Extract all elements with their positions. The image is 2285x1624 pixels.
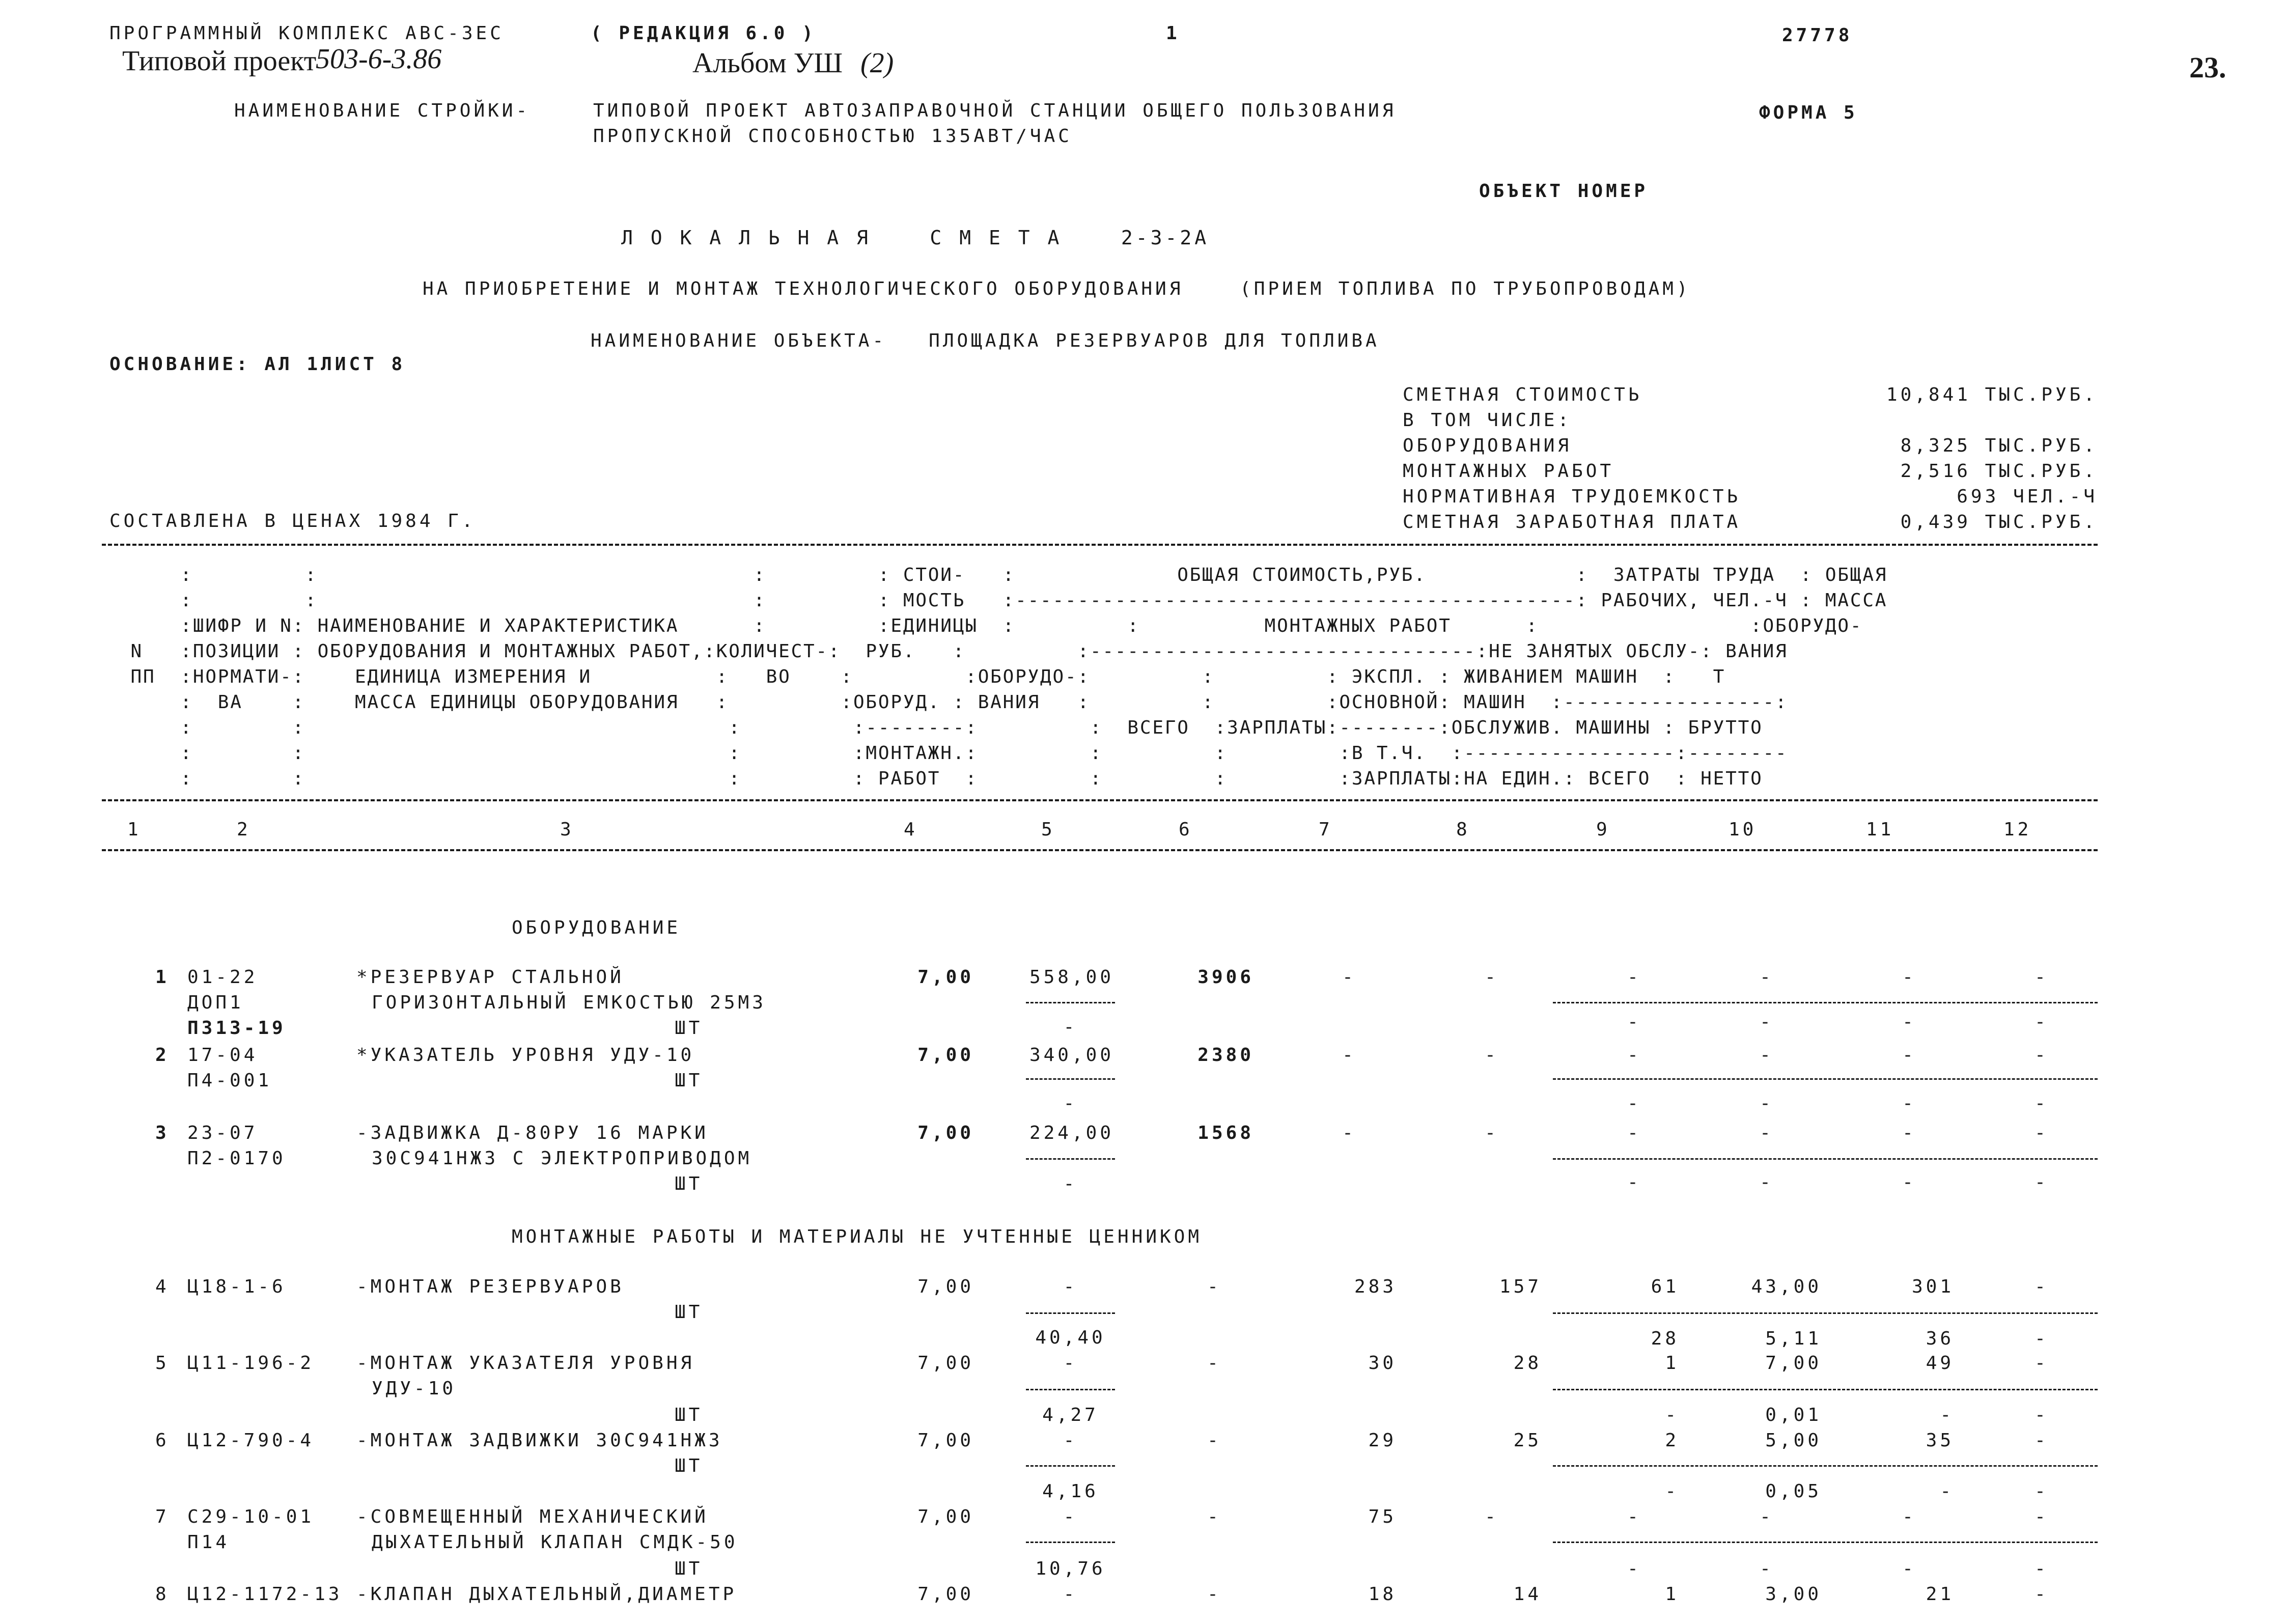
row-mass-net: - bbox=[2035, 1012, 2049, 1032]
row-labor-per-unit: - bbox=[1760, 1123, 1774, 1143]
summary-label: СМЕТНАЯ СТОИМОСТЬ bbox=[1403, 384, 1642, 405]
row-sub-rule bbox=[1553, 1078, 2098, 1080]
row-machine-labor-unit: - bbox=[1760, 1093, 1774, 1114]
row-equipment-cost: - bbox=[1207, 1506, 1221, 1527]
row-unit-price-installation: - bbox=[1063, 1093, 1078, 1114]
row-base-salary: - bbox=[1485, 967, 1499, 988]
unit-price-rule bbox=[1026, 1389, 1115, 1390]
row-machine-salary: - bbox=[1627, 1012, 1641, 1032]
row-labor-per-unit: 7,00 bbox=[1765, 1353, 1822, 1374]
section-title: МОНТАЖНЫЕ РАБОТЫ И МАТЕРИАЛЫ НЕ УЧТЕННЫЕ ЦЕННИКОМ bbox=[512, 1226, 1203, 1247]
row-unit-price-equipment: 224,00 bbox=[1029, 1123, 1114, 1143]
sheet-number: 23. bbox=[2189, 51, 2226, 84]
row-labor-total: - bbox=[1902, 1506, 1916, 1527]
row-sub-rule bbox=[1553, 1158, 2098, 1160]
row-unit: ШТ bbox=[675, 1070, 703, 1091]
summary-label: ОБОРУДОВАНИЯ bbox=[1403, 435, 1572, 456]
project-label: Типовой проект bbox=[122, 45, 317, 77]
row-description: *РЕЗЕРВУАР СТАЛЬНОЙ bbox=[356, 967, 624, 988]
row-quantity: 7,00 bbox=[917, 1506, 974, 1527]
row-description: *УКАЗАТЕЛЬ УРОВНЯ УДУ-10 bbox=[356, 1045, 695, 1066]
row-code: П2-0170 bbox=[187, 1148, 286, 1169]
estimate-title: Л О К А Л Ь Н А Я С М Е Т А 2-3-2А bbox=[621, 227, 1210, 249]
row-base-salary: 25 bbox=[1513, 1430, 1542, 1451]
row-number: 4 bbox=[155, 1276, 170, 1297]
row-unit: ШТ bbox=[675, 1302, 703, 1323]
row-quantity: 7,00 bbox=[917, 1430, 974, 1451]
row-number: 8 bbox=[155, 1584, 170, 1605]
row-quantity: 7,00 bbox=[917, 1276, 974, 1297]
row-code: П313-19 bbox=[187, 1018, 286, 1039]
row-machine-cost: 1 bbox=[1665, 1353, 1679, 1374]
row-equipment-cost: - bbox=[1207, 1276, 1221, 1297]
row-code: Ц11-196-2 bbox=[187, 1353, 315, 1374]
row-mass-gross: - bbox=[2035, 1353, 2049, 1374]
table-header-line: : : : : МОСТЬ :---------------------------------------------: РАБОЧИХ, ЧЕЛ.-Ч : МАССА bbox=[118, 590, 1888, 611]
column-number: 5 bbox=[1041, 819, 1055, 840]
row-install-total: - bbox=[1342, 967, 1356, 988]
row-sub-rule bbox=[1553, 1002, 2098, 1003]
row-install-total: 283 bbox=[1354, 1276, 1397, 1297]
row-unit-price-equipment: - bbox=[1063, 1506, 1078, 1527]
table-top-rule bbox=[102, 544, 2098, 546]
row-machine-cost: 61 bbox=[1651, 1276, 1679, 1297]
basis: ОСНОВАНИЕ: АЛ 1ЛИСТ 8 bbox=[109, 354, 406, 375]
row-machine-labor-total: - bbox=[1902, 1012, 1916, 1032]
row-number: 3 bbox=[155, 1123, 170, 1143]
row-mass-gross: - bbox=[2035, 1276, 2049, 1297]
row-unit-price-installation: - bbox=[1063, 1017, 1078, 1038]
unit-price-rule bbox=[1026, 1078, 1115, 1080]
row-labor-total: - bbox=[1902, 967, 1916, 988]
row-quantity: 7,00 bbox=[917, 1123, 974, 1143]
row-quantity: 7,00 bbox=[917, 1045, 974, 1066]
construction-name-line2: ПРОПУСКНОЙ СПОСОБНОСТЬЮ 135АВТ/ЧАС bbox=[593, 126, 1072, 147]
row-code: С29-10-01 bbox=[187, 1506, 315, 1527]
row-quantity: 7,00 bbox=[917, 1584, 974, 1605]
row-code: Ц12-790-4 bbox=[187, 1430, 315, 1451]
row-base-salary: - bbox=[1485, 1506, 1499, 1527]
row-quantity: 7,00 bbox=[917, 967, 974, 988]
row-number: 6 bbox=[155, 1430, 170, 1451]
summary-value: 0,439 ТЫС.РУБ. bbox=[1900, 512, 2098, 533]
column-number: 1 bbox=[127, 819, 142, 840]
row-description: -МОНТАЖ ЗАДВИЖКИ 30С941НЖ3 bbox=[356, 1430, 723, 1451]
row-code: ДОП1 bbox=[187, 992, 244, 1013]
column-number: 3 bbox=[560, 819, 574, 840]
table-header-line: N :ПОЗИЦИИ : ОБОРУДОВАНИЯ И МОНТАЖНЫХ РАБОТ,:КОЛИЧЕСТ-: РУБ. : :-------------------------------:НЕ ЗАНЯТЫХ ОБСЛУ-: ВАНИЯ bbox=[118, 641, 1788, 662]
page-number: 1 bbox=[1166, 23, 1180, 44]
row-unit-price-equipment: 340,00 bbox=[1029, 1045, 1114, 1066]
row-code: 01-22 bbox=[187, 967, 258, 988]
row-unit-price-installation: 10,76 bbox=[1035, 1558, 1106, 1579]
row-description: -КЛАПАН ДЫХАТЕЛЬНЫЙ,ДИАМЕТР bbox=[356, 1584, 737, 1605]
object-number: ОБЪЕКТ НОМЕР bbox=[1479, 181, 1649, 202]
row-labor-per-unit: 5,00 bbox=[1765, 1430, 1822, 1451]
row-number: 5 bbox=[155, 1353, 170, 1374]
row-install-total: - bbox=[1342, 1045, 1356, 1066]
unit-price-rule bbox=[1026, 1002, 1115, 1003]
summary-label: В ТОМ ЧИСЛЕ: bbox=[1403, 410, 1572, 431]
row-mass-net: - bbox=[2035, 1558, 2049, 1579]
row-labor-total: 49 bbox=[1926, 1353, 1954, 1374]
row-labor-per-unit: 43,00 bbox=[1751, 1276, 1822, 1297]
row-quantity: 7,00 bbox=[917, 1353, 974, 1374]
row-machine-labor-total: - bbox=[1902, 1558, 1916, 1579]
row-machine-salary: - bbox=[1627, 1093, 1641, 1114]
row-code: Ц12-1172-13 bbox=[187, 1584, 343, 1605]
row-machine-labor-total: - bbox=[1940, 1405, 1954, 1425]
row-description: -МОНТАЖ УКАЗАТЕЛЯ УРОВНЯ bbox=[356, 1353, 695, 1374]
row-equipment-cost: - bbox=[1207, 1584, 1221, 1605]
row-unit-price-installation: 4,16 bbox=[1042, 1481, 1099, 1502]
object-name: НАИМЕНОВАНИЕ ОБЪЕКТА- ПЛОЩАДКА РЕЗЕРВУАРОВ ДЛЯ ТОПЛИВА bbox=[591, 330, 1380, 351]
row-mass-gross: - bbox=[2035, 1430, 2049, 1451]
summary-value: 693 ЧЕЛ.-Ч bbox=[1957, 486, 2098, 507]
column-number: 4 bbox=[904, 819, 918, 840]
table-header-line: :ШИФР И N: НАИМЕНОВАНИЕ И ХАРАКТЕРИСТИКА : :ЕДИНИЦЫ : : МОНТАЖНЫХ РАБОТ : :ОБОРУДО- bbox=[118, 615, 1863, 636]
row-sub-rule bbox=[1553, 1312, 2098, 1314]
row-machine-labor-total: - bbox=[1940, 1481, 1954, 1502]
row-unit-price-equipment: - bbox=[1063, 1584, 1078, 1605]
unit-price-rule bbox=[1026, 1312, 1115, 1314]
row-machine-salary: - bbox=[1665, 1405, 1679, 1425]
table-header-line: : : : :МОНТАЖН.: : : :В Т.Ч. :-----------------:-------- bbox=[118, 743, 1788, 764]
row-machine-cost: 2 bbox=[1665, 1430, 1679, 1451]
row-mass-gross: - bbox=[2035, 1045, 2049, 1066]
column-number: 9 bbox=[1596, 819, 1610, 840]
program-name: ПРОГРАММНЫЙ КОМПЛЕКС АВС-3ЕС bbox=[109, 23, 504, 44]
row-base-salary: 28 bbox=[1513, 1353, 1542, 1374]
row-description: -ЗАДВИЖКА Д-80РУ 16 МАРКИ bbox=[356, 1123, 709, 1143]
row-base-salary: - bbox=[1485, 1045, 1499, 1066]
row-machine-labor-total: - bbox=[1902, 1172, 1916, 1193]
unit-price-rule bbox=[1026, 1542, 1115, 1543]
row-labor-total: - bbox=[1902, 1123, 1916, 1143]
row-machine-cost: - bbox=[1627, 1123, 1641, 1143]
row-machine-labor-unit: - bbox=[1760, 1012, 1774, 1032]
row-description: -МОНТАЖ РЕЗЕРВУАРОВ bbox=[356, 1276, 624, 1297]
row-equipment-cost: 1568 bbox=[1197, 1123, 1254, 1143]
album-number: (2) bbox=[860, 47, 894, 79]
construction-name-line1: ТИПОВОЙ ПРОЕКТ АВТОЗАПРАВОЧНОЙ СТАНЦИИ ОБЩЕГО ПОЛЬЗОВАНИЯ bbox=[593, 100, 1397, 121]
column-number: 7 bbox=[1319, 819, 1333, 840]
row-unit: ШТ bbox=[675, 1405, 703, 1425]
row-description: УДУ-10 bbox=[372, 1378, 457, 1399]
table-header-line: : : : :--------: : ВСЕГО :ЗАРПЛАТЫ:--------:ОБСЛУЖИВ. МАШИНЫ : БРУТТО bbox=[118, 717, 1763, 738]
row-labor-per-unit: 3,00 bbox=[1765, 1584, 1822, 1605]
table-header-line: : ВА : МАССА ЕДИНИЦЫ ОБОРУДОВАНИЯ : :ОБОРУД. : ВАНИЯ : : :ОСНОВНОЙ: МАШИН :-----------------: bbox=[118, 692, 1788, 713]
row-description: ГОРИЗОНТАЛЬНЫЙ ЕМКОСТЬЮ 25М3 bbox=[372, 992, 766, 1013]
row-base-salary: 14 bbox=[1513, 1584, 1542, 1605]
row-install-total: 75 bbox=[1368, 1506, 1397, 1527]
row-number: 1 bbox=[155, 967, 170, 988]
row-code: П14 bbox=[187, 1532, 230, 1553]
row-machine-cost: - bbox=[1627, 967, 1641, 988]
row-install-total: 30 bbox=[1368, 1353, 1397, 1374]
row-labor-total: 21 bbox=[1926, 1584, 1954, 1605]
row-code: Ц18-1-6 bbox=[187, 1276, 286, 1297]
row-unit: ШТ bbox=[675, 1018, 703, 1039]
summary-value: 10,841 ТЫС.РУБ. bbox=[1886, 384, 2098, 405]
project-number: 503-6-3.86 bbox=[316, 43, 442, 75]
row-equipment-cost: 2380 bbox=[1197, 1045, 1254, 1066]
table-header-line: : : : : СТОИ- : ОБЩАЯ СТОИМОСТЬ,РУБ. : ЗАТРАТЫ ТРУДА : ОБЩАЯ bbox=[118, 565, 1888, 585]
row-install-total: 29 bbox=[1368, 1430, 1397, 1451]
row-machine-cost: - bbox=[1627, 1045, 1641, 1066]
row-code: П4-001 bbox=[187, 1070, 272, 1091]
row-unit-price-equipment: - bbox=[1063, 1353, 1078, 1374]
album-label: Альбом УШ bbox=[692, 47, 843, 79]
column-number: 6 bbox=[1179, 819, 1193, 840]
estimate-subject: НА ПРИОБРЕТЕНИЕ И МОНТАЖ ТЕХНОЛОГИЧЕСКОГО ОБОРУДОВАНИЯ (ПРИЕМ ТОПЛИВА ПО ТРУБОПРОВОДАМ) bbox=[423, 278, 1691, 299]
unit-price-rule bbox=[1026, 1158, 1115, 1160]
prices-year: СОСТАВЛЕНА В ЦЕНАХ 1984 Г. bbox=[109, 511, 476, 531]
row-code: 23-07 bbox=[187, 1123, 258, 1143]
row-unit-price-equipment: - bbox=[1063, 1430, 1078, 1451]
row-unit-price-installation: - bbox=[1063, 1173, 1078, 1194]
row-unit: ШТ bbox=[675, 1558, 703, 1579]
row-mass-net: - bbox=[2035, 1172, 2049, 1193]
column-number: 10 bbox=[1729, 819, 1757, 840]
row-labor-total: 301 bbox=[1911, 1276, 1954, 1297]
row-machine-labor-unit: 0,01 bbox=[1765, 1405, 1822, 1425]
table-header-line: ПП :НОРМАТИ-: ЕДИНИЦА ИЗМЕРЕНИЯ И : ВО : :ОБОРУДО-: : : ЭКСПЛ. : ЖИВАНИЕМ МАШИН : Т bbox=[118, 666, 1726, 687]
document-code: 27778 bbox=[1782, 25, 1853, 46]
row-machine-salary: - bbox=[1627, 1172, 1641, 1193]
row-machine-salary: 28 bbox=[1651, 1328, 1679, 1349]
row-labor-per-unit: - bbox=[1760, 1506, 1774, 1527]
row-unit-price-installation: 40,40 bbox=[1035, 1327, 1106, 1348]
row-mass-gross: - bbox=[2035, 1123, 2049, 1143]
row-labor-per-unit: - bbox=[1760, 967, 1774, 988]
row-mass-net: - bbox=[2035, 1328, 2049, 1349]
row-mass-net: - bbox=[2035, 1093, 2049, 1114]
row-mass-gross: - bbox=[2035, 1506, 2049, 1527]
row-code: 17-04 bbox=[187, 1045, 258, 1066]
row-unit: ШТ bbox=[675, 1173, 703, 1194]
section-title: ОБОРУДОВАНИЕ bbox=[512, 917, 681, 938]
row-mass-net: - bbox=[2035, 1405, 2049, 1425]
row-mass-net: - bbox=[2035, 1481, 2049, 1502]
table-header-line: : : : : РАБОТ : : : :ЗАРПЛАТЫ:НА ЕДИН.: ВСЕГО : НЕТТО bbox=[118, 768, 1763, 789]
row-description: 30С941НЖ3 С ЭЛЕКТРОПРИВОДОМ bbox=[372, 1148, 753, 1169]
row-labor-total: 35 bbox=[1926, 1430, 1954, 1451]
form-number: ФОРМА 5 bbox=[1759, 102, 1858, 123]
row-labor-per-unit: - bbox=[1760, 1045, 1774, 1066]
row-number: 7 bbox=[155, 1506, 170, 1527]
row-machine-labor-unit: - bbox=[1760, 1558, 1774, 1579]
row-unit-price-equipment: 558,00 bbox=[1029, 967, 1114, 988]
row-unit-price-equipment: - bbox=[1063, 1276, 1078, 1297]
row-base-salary: 157 bbox=[1499, 1276, 1542, 1297]
header-bottom-rule bbox=[102, 799, 2098, 801]
summary-value: 8,325 ТЫС.РУБ. bbox=[1900, 435, 2098, 456]
row-description: -СОВМЕЩЕННЫЙ МЕХАНИЧЕСКИЙ bbox=[356, 1506, 709, 1527]
row-install-total: - bbox=[1342, 1123, 1356, 1143]
column-number: 2 bbox=[237, 819, 251, 840]
row-machine-cost: - bbox=[1627, 1506, 1641, 1527]
row-machine-salary: - bbox=[1665, 1481, 1679, 1502]
row-machine-labor-total: - bbox=[1902, 1093, 1916, 1114]
column-number: 8 bbox=[1456, 819, 1470, 840]
summary-value: 2,516 ТЫС.РУБ. bbox=[1900, 461, 2098, 482]
row-sub-rule bbox=[1553, 1389, 2098, 1390]
edition: ( РЕДАКЦИЯ 6.0 ) bbox=[591, 23, 816, 44]
row-number: 2 bbox=[155, 1045, 170, 1066]
row-equipment-cost: - bbox=[1207, 1353, 1221, 1374]
column-number: 12 bbox=[2003, 819, 2032, 840]
row-unit-price-installation: 4,27 bbox=[1042, 1405, 1099, 1425]
summary-label: СМЕТНАЯ ЗАРАБОТНАЯ ПЛАТА bbox=[1403, 512, 1741, 533]
summary-label: НОРМАТИВНАЯ ТРУДОЕМКОСТЬ bbox=[1403, 486, 1741, 507]
row-base-salary: - bbox=[1485, 1123, 1499, 1143]
row-mass-gross: - bbox=[2035, 967, 2049, 988]
unit-price-rule bbox=[1026, 1465, 1115, 1467]
row-sub-rule bbox=[1553, 1542, 2098, 1543]
row-machine-labor-unit: 5,11 bbox=[1765, 1328, 1822, 1349]
row-equipment-cost: - bbox=[1207, 1430, 1221, 1451]
row-machine-labor-unit: - bbox=[1760, 1172, 1774, 1193]
row-equipment-cost: 3906 bbox=[1197, 967, 1254, 988]
row-install-total: 18 bbox=[1368, 1584, 1397, 1605]
row-machine-labor-unit: 0,05 bbox=[1765, 1481, 1822, 1502]
column-number: 11 bbox=[1866, 819, 1894, 840]
row-mass-gross: - bbox=[2035, 1584, 2049, 1605]
construction-label: НАИМЕНОВАНИЕ СТРОЙКИ- bbox=[234, 100, 531, 121]
row-labor-total: - bbox=[1902, 1045, 1916, 1066]
column-numbers-rule bbox=[102, 849, 2098, 851]
row-machine-labor-total: 36 bbox=[1926, 1328, 1954, 1349]
row-machine-salary: - bbox=[1627, 1558, 1641, 1579]
summary-label: МОНТАЖНЫХ РАБОТ bbox=[1403, 461, 1614, 482]
row-unit: ШТ bbox=[675, 1455, 703, 1476]
row-sub-rule bbox=[1553, 1465, 2098, 1467]
row-description: ДЫХАТЕЛЬНЫЙ КЛАПАН СМДК-50 bbox=[372, 1532, 738, 1553]
row-machine-cost: 1 bbox=[1665, 1584, 1679, 1605]
